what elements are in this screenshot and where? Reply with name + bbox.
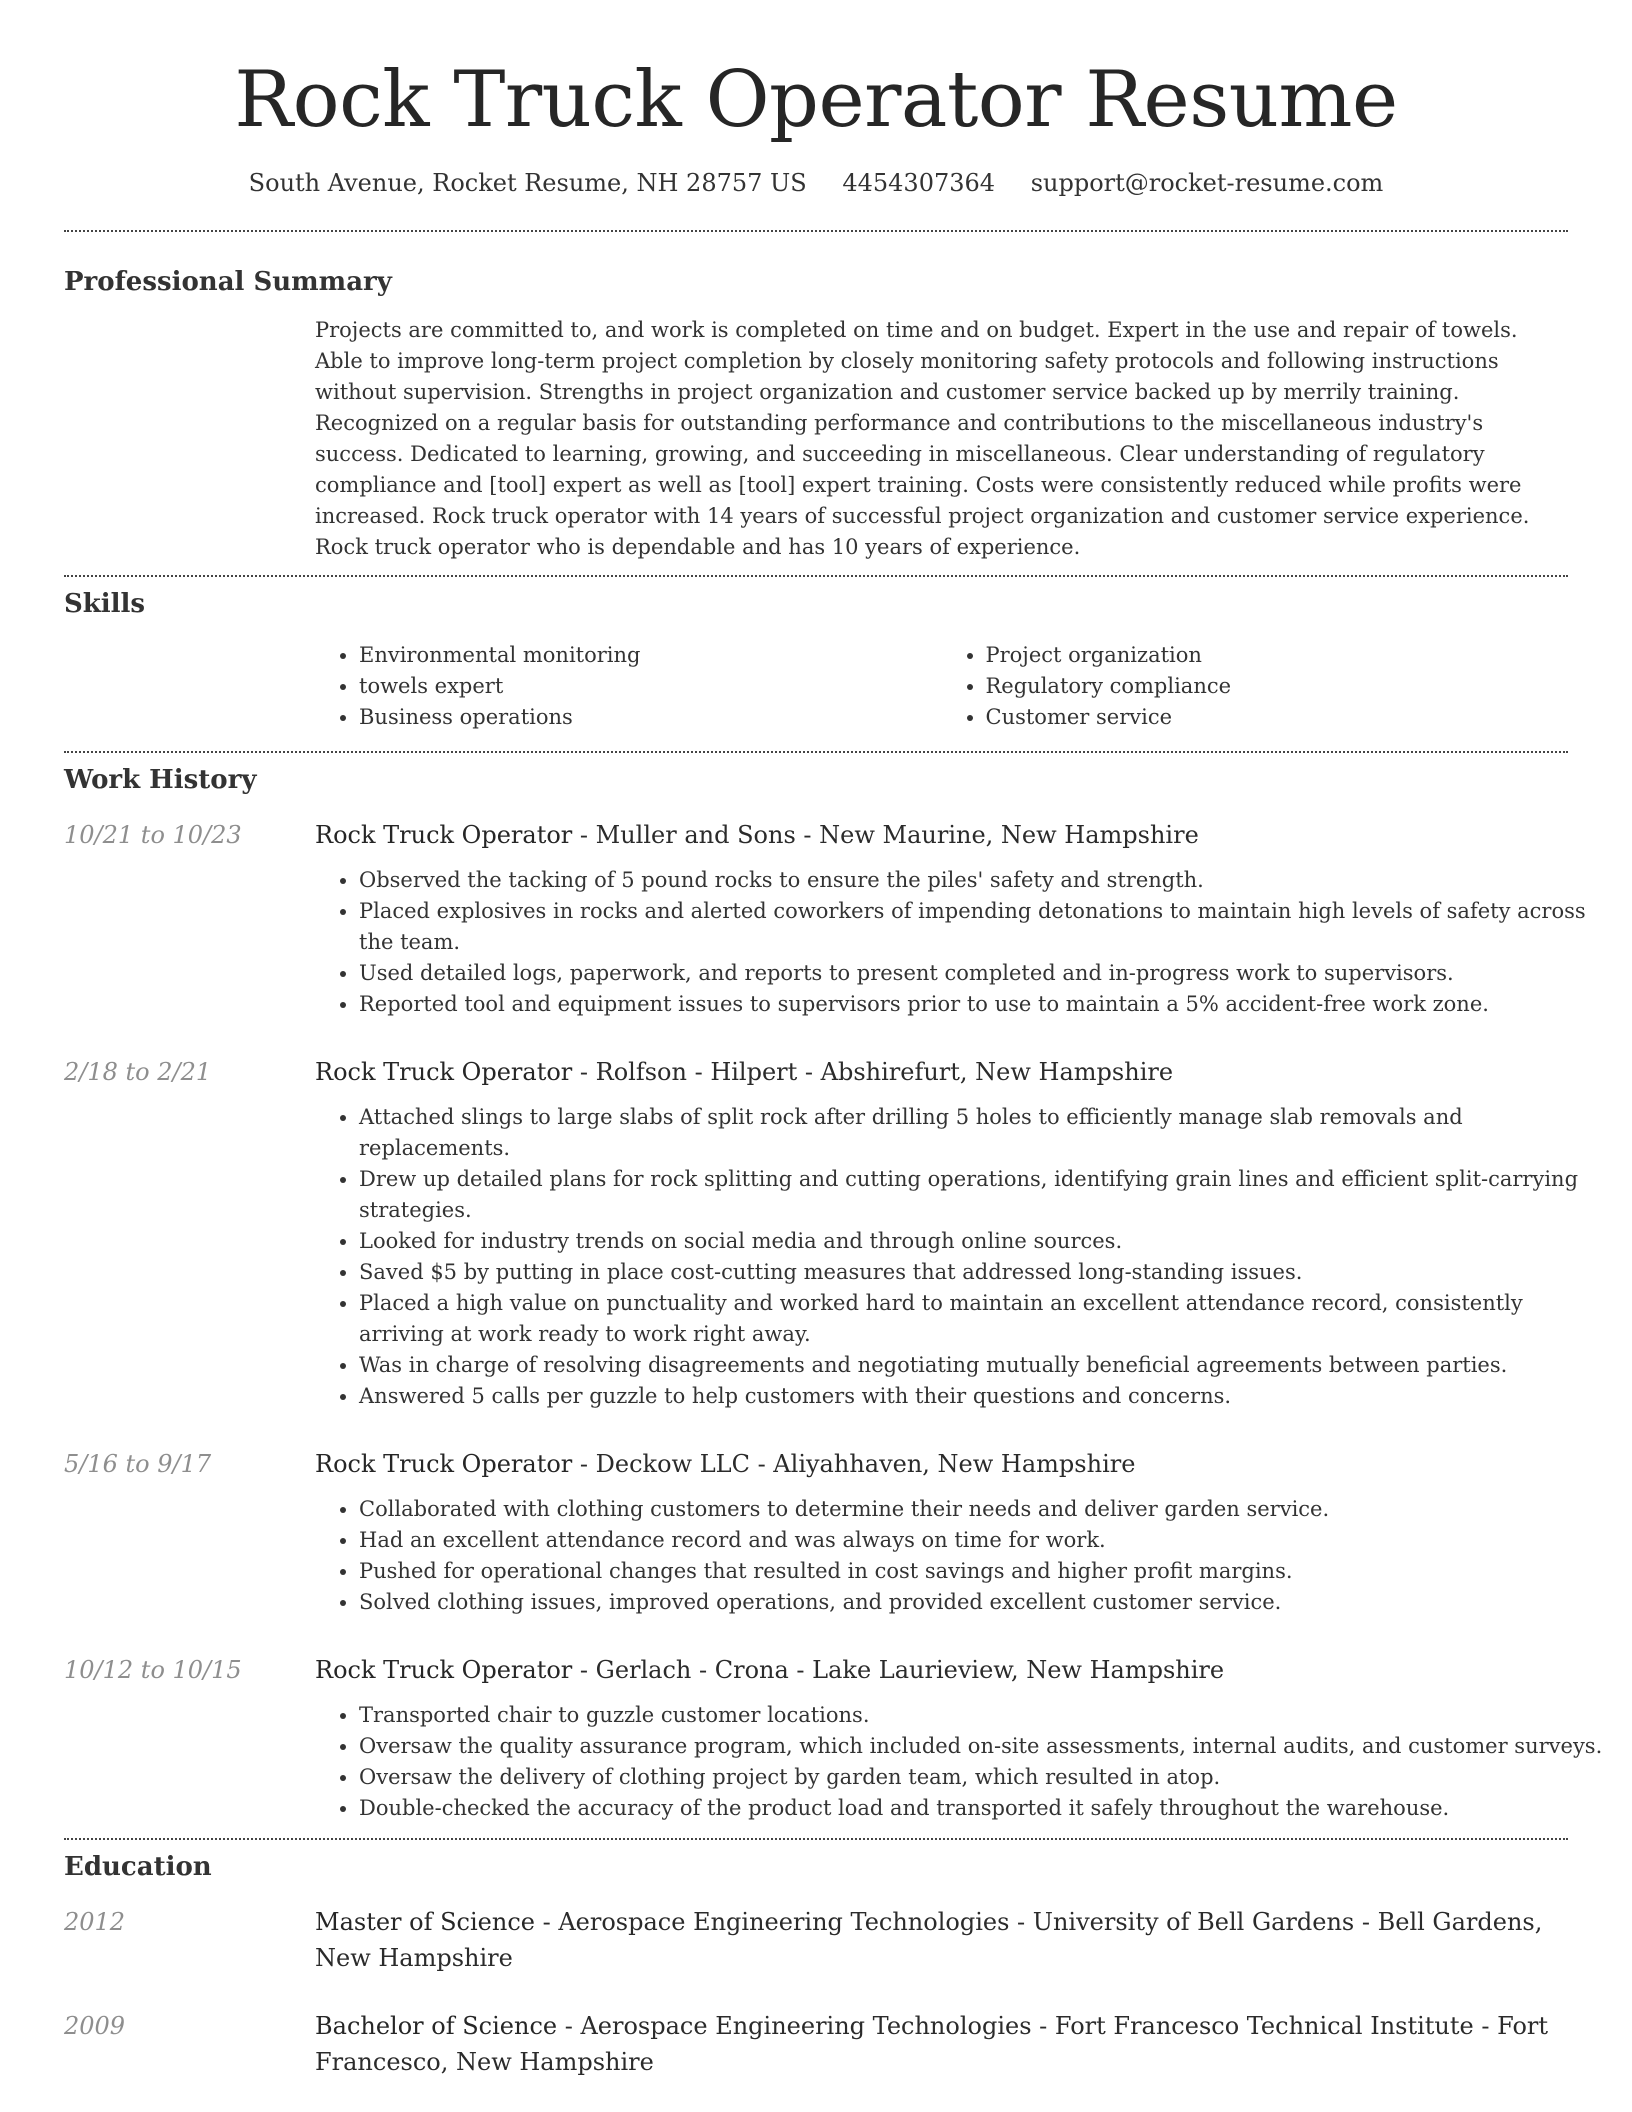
education-heading: [315, 2008, 1568, 2080]
job-bullet: • Used detailed logs, paperwork, and reports to present completed and in-progress work to supervisors.: [359, 958, 1612, 989]
skill-item: • Regulatory compliance: [986, 671, 1569, 702]
job-role: Rock Truck Operator: [315, 1058, 573, 1086]
education-degree: Bachelor of Science: [315, 2012, 558, 2040]
section-title-education: Education: [64, 1852, 212, 1882]
education-year: 2009: [64, 2012, 126, 2040]
job-bullet: • Observed the tacking of 5 pound rocks to ensure the piles' safety and strength.: [359, 865, 1612, 896]
job-entry: [64, 1652, 1603, 1824]
job-bullet: • Placed explosives in rocks and alerted coworkers of impending detonations to maintain high levels of safety across the team.: [359, 896, 1612, 958]
job-bullet: • Answered 5 calls per guzzle to help customers with their questions and concerns.: [359, 1381, 1612, 1412]
job-heading: [315, 817, 1568, 853]
job-dates: 2/18 to 2/21: [64, 1058, 212, 1086]
skills-column-left: [315, 640, 942, 733]
job-role: Rock Truck Operator: [315, 1450, 573, 1478]
job-bullet: • Collaborated with clothing customers to determine their needs and deliver garden service.: [359, 1494, 1612, 1525]
job-employer: - Rolfson - Hilpert - Abshirefurt, New Hampshire: [572, 1058, 1174, 1086]
job-employer: - Deckow LLC - Aliyahhaven, New Hampshire: [572, 1450, 1136, 1478]
skill-item: • Project organization: [986, 640, 1569, 671]
job-employer: - Gerlach - Crona - Lake Laurieview, New Hampshire: [572, 1656, 1225, 1684]
education-heading: [315, 1904, 1568, 1976]
section-title-summary: Professional Summary: [64, 267, 392, 297]
work-section: [64, 763, 1603, 1824]
skills-section: [64, 587, 1568, 733]
job-entry: [64, 1054, 1579, 1412]
education-entry: [64, 2008, 1568, 2080]
job-dates: 10/21 to 10/23: [64, 821, 242, 849]
divider: [64, 751, 1568, 753]
job-bullet: • Double-checked the accuracy of the product load and transported it safely throughout the warehouse.: [359, 1793, 1612, 1824]
education-year: 2012: [64, 1908, 126, 1936]
education-section: [64, 1850, 1568, 2080]
divider: [64, 575, 1568, 577]
education-details: - Aerospace Engineering Technologies - University of Bell Gardens - Bell Gardens, New Hampshire: [315, 1908, 1543, 1972]
skills-list: [315, 640, 1568, 733]
job-bullet: • Solved clothing issues, improved operations, and provided excellent customer service.: [359, 1587, 1612, 1618]
job-heading: [315, 1054, 1568, 1090]
job-bullet: • Transported chair to guzzle customer locations.: [359, 1700, 1612, 1731]
job-bullet: • Looked for industry trends on social media and through online sources.: [359, 1226, 1612, 1257]
job-bullets: [315, 865, 1612, 1020]
job-entry: [64, 817, 1586, 1020]
section-title-skills: Skills: [64, 589, 146, 619]
job-employer: - Muller and Sons - New Maurine, New Hampshire: [572, 821, 1199, 849]
skill-item: • Customer service: [986, 702, 1569, 733]
skills-column-right: [942, 640, 1569, 733]
job-bullet: • Placed a high value on punctuality and worked hard to maintain an excellent attendance record, consistently arriving at work ready to work right away.: [359, 1288, 1612, 1350]
job-entry: [64, 1446, 1568, 1618]
job-bullet: • Oversaw the delivery of clothing project by garden team, which resulted in atop.: [359, 1762, 1612, 1793]
job-role: Rock Truck Operator: [315, 821, 573, 849]
job-bullet: • Was in charge of resolving disagreements and negotiating mutually beneficial agreements between parties.: [359, 1350, 1612, 1381]
job-heading: [315, 1446, 1568, 1482]
summary-text: Projects are committed to, and work is completed on time and on budget. Expert in the use and repair of towels. Able to improve long-term project completion by closely monitoring safety protocols and following instructions without supervision. Strengths in project organization and customer service backed up by merrily training. Recognized on a regular basis for outstanding performance and contributions to the miscellaneous industry's success. Dedicated to learning, growing, and succeeding in miscellaneous. Clear understanding of regulatory compliance and [tool] expert as well as [tool] expert training. Costs were consistently reduced while profits were increased. Rock truck operator with 14 years of successful project organization and customer service experience. Rock truck operator who is dependable and has 10 years of experience.: [315, 318, 1530, 559]
skill-item: • Business operations: [359, 702, 942, 733]
address-text: South Avenue, Rocket Resume, NH 28757 US: [248, 169, 807, 197]
job-bullet: • Reported tool and equipment issues to supervisors prior to use to maintain a 5% accident-free work zone.: [359, 989, 1612, 1020]
phone-text: 4454307364: [842, 169, 996, 197]
education-entry: [64, 1904, 1568, 1976]
job-bullets: [315, 1102, 1612, 1412]
job-dates: 5/16 to 9/17: [64, 1450, 212, 1478]
divider: [64, 230, 1568, 232]
job-bullet: • Attached slings to large slabs of split rock after drilling 5 holes to efficiently manage slab removals and replacements.: [359, 1102, 1612, 1164]
education-details: - Aerospace Engineering Technologies - Fort Francesco Technical Institute - Fort Francesco, New Hampshire: [315, 2012, 1549, 2076]
section-title-work: Work History: [64, 765, 257, 795]
job-bullets: [315, 1700, 1612, 1824]
job-dates: 10/12 to 10/15: [64, 1656, 242, 1684]
resume-title: Rock Truck Operator Resume: [234, 55, 1398, 145]
skill-item: • Environmental monitoring: [359, 640, 942, 671]
job-bullet: • Had an excellent attendance record and was always on time for work.: [359, 1525, 1612, 1556]
job-role: Rock Truck Operator: [315, 1656, 573, 1684]
job-heading: [315, 1652, 1568, 1688]
job-bullet: • Oversaw the quality assurance program, which included on-site assessments, internal audits, and customer surveys.: [359, 1731, 1612, 1762]
education-degree: Master of Science: [315, 1908, 535, 1936]
skill-item: • towels expert: [359, 671, 942, 702]
job-bullet: • Drew up detailed plans for rock splitting and cutting operations, identifying grain lines and efficient split-carrying strategies.: [359, 1164, 1612, 1226]
job-bullet: • Pushed for operational changes that resulted in cost savings and higher profit margins.: [359, 1556, 1612, 1587]
divider: [64, 1838, 1568, 1840]
email-link[interactable]: support@rocket-resume.com: [1030, 169, 1384, 197]
resume-page: [64, 0, 1603, 2080]
job-bullets: [315, 1494, 1612, 1618]
contact-line: [64, 166, 1568, 200]
job-bullet: • Saved $5 by putting in place cost-cutting measures that addressed long-standing issues.: [359, 1257, 1612, 1288]
summary-section: [64, 265, 1568, 563]
